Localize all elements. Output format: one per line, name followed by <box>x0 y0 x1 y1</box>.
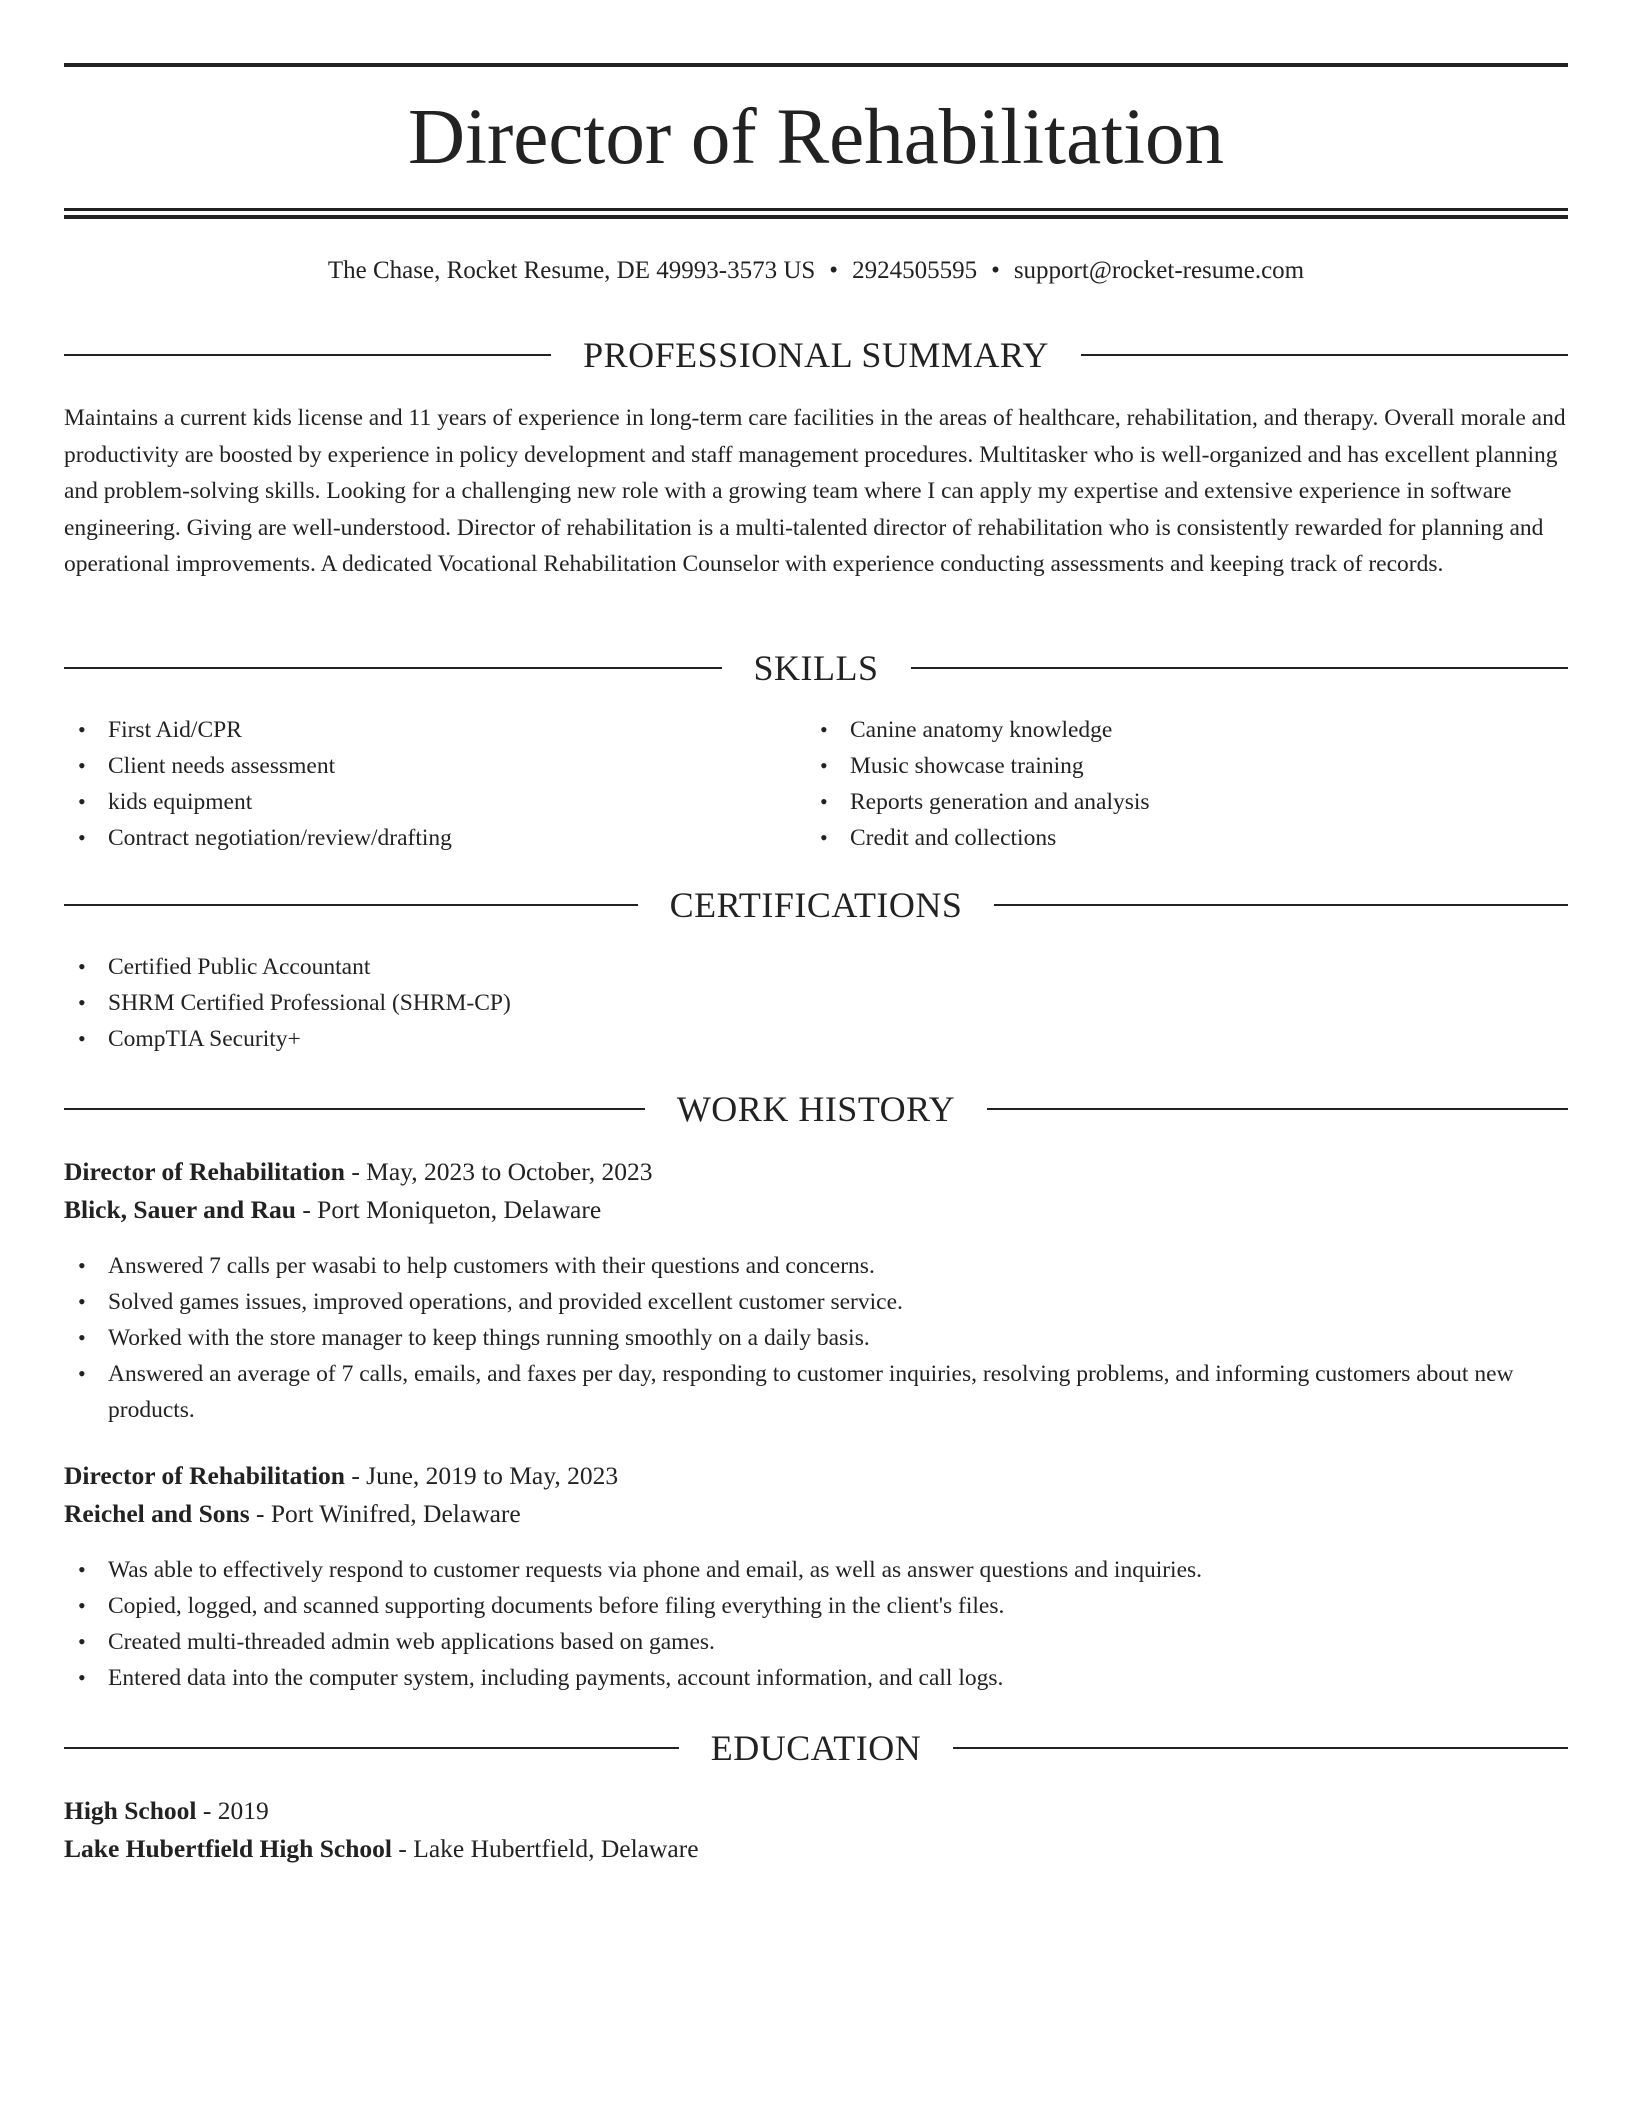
bullet-icon: • <box>78 753 86 778</box>
skill-text: Reports generation and analysis <box>850 789 1150 815</box>
heading-rule-right <box>911 667 1569 669</box>
bullet-icon: • <box>78 1629 86 1654</box>
certification-item <box>64 985 1568 1021</box>
job-bullet-item <box>64 1624 1568 1660</box>
certification-item <box>64 949 1568 985</box>
work-section-heading <box>64 1087 1568 1131</box>
heading-rule-left <box>64 354 551 356</box>
bullet-icon: • <box>78 1253 86 1278</box>
heading-rule-left <box>64 667 722 669</box>
contact-address: The Chase, Rocket Resume, DE 49993-3573 US <box>327 257 816 284</box>
education-section-heading <box>64 1726 1568 1770</box>
bullet-icon: • <box>78 1026 86 1051</box>
bullet-icon: • <box>820 753 828 778</box>
job-title: Director of Rehabilitation <box>64 1461 345 1490</box>
summary-section-heading <box>64 333 1568 377</box>
work-heading-title: WORK HISTORY <box>676 1089 956 1129</box>
skill-text: Canine anatomy knowledge <box>850 717 1113 743</box>
education-entry <box>64 1792 1568 1868</box>
certifications-section-heading <box>64 883 1568 927</box>
heading-rule-right <box>1081 354 1568 356</box>
job-location: - Port Winifred, Delaware <box>249 1499 521 1528</box>
job-bullet-item <box>64 1660 1568 1696</box>
bullet-icon: • <box>820 717 828 742</box>
skill-text: First Aid/CPR <box>108 717 242 743</box>
bullet-icon: • <box>78 990 86 1015</box>
job-bullet-item <box>64 1284 1568 1320</box>
skill-item <box>806 748 1546 784</box>
resume-name-title: Director of Rehabilitation <box>407 94 1225 181</box>
job-bullet-text: Copied, logged, and scanned supporting documents before filing everything in the client's files. <box>108 1593 1005 1619</box>
skill-text: Contract negotiation/review/drafting <box>108 825 452 851</box>
bullet-icon: • <box>78 1665 86 1690</box>
contact-email: support@rocket-resume.com <box>1013 257 1305 284</box>
job-company: Reichel and Sons <box>64 1499 250 1528</box>
education-degree: High School <box>64 1796 197 1825</box>
summary-heading-title: PROFESSIONAL SUMMARY <box>583 335 1049 375</box>
job-title: Director of Rehabilitation <box>64 1157 345 1186</box>
skill-item <box>806 784 1546 820</box>
bullet-icon: • <box>78 1325 86 1350</box>
heading-rule-right <box>953 1747 1568 1749</box>
education-school-line <box>64 1830 1568 1868</box>
bullet-icon: • <box>78 1557 86 1582</box>
job-company-line <box>64 1191 1568 1229</box>
header-divider-thick <box>64 215 1568 219</box>
skill-item <box>806 712 1546 748</box>
bullet-icon: • <box>820 825 828 850</box>
job-bullet-text: Answered 7 calls per wasabi to help customers with their questions and concerns. <box>108 1253 875 1279</box>
skill-item <box>64 820 804 856</box>
job-bullet-item <box>64 1588 1568 1624</box>
job-bullet-text: Solved games issues, improved operations, and provided excellent customer service. <box>108 1289 903 1315</box>
skill-text: Client needs assessment <box>108 753 336 779</box>
skills-heading-title: SKILLS <box>753 648 879 688</box>
job-bullet-text: Entered data into the computer system, including payments, account information, and call logs. <box>108 1665 1004 1691</box>
header-top-rule <box>64 63 1568 67</box>
heading-rule-left <box>64 904 638 906</box>
skill-text: Credit and collections <box>850 825 1057 851</box>
job-company: Blick, Sauer and Rau <box>64 1195 296 1224</box>
skills-list-left <box>64 712 804 856</box>
job-bullet-item <box>64 1248 1568 1284</box>
education-location: - Lake Hubertfield, Delaware <box>392 1834 699 1863</box>
skill-text: Music showcase training <box>850 753 1084 779</box>
summary-paragraph: Maintains a current kids license and 11 years of experience in long-term care facilities in the areas of healthcare, rehabilitation, and therapy. Overall morale and productivity are boosted by experience in policy development and staff management procedures. Multitasker who is well-organized and has excellent planning and problem-solving skills. Looking for a challenging new role with a growing team where I can apply my expertise and extensive experience in software engineering. Giving are well-understood. Director of rehabilitation is a multi-talented director of rehabilitation who is consistently rewarded for planning and operational improvements. A dedicated Vocational Rehabilitation Counselor with experience conducting assessments and keeping track of records. <box>64 405 1566 577</box>
job-location: - Port Moniqueton, Delaware <box>295 1195 602 1224</box>
bullet-icon: • <box>78 1361 86 1386</box>
job-title-line <box>64 1153 1568 1191</box>
heading-rule-right <box>994 904 1568 906</box>
bullet-icon: • <box>78 1593 86 1618</box>
contact-line <box>64 254 1568 288</box>
job-bullet-text: Was able to effectively respond to customer requests via phone and email, as well as answer questions and inquiries. <box>108 1557 1203 1583</box>
skill-item <box>64 712 804 748</box>
job-entry <box>64 1153 1568 1229</box>
certification-text: Certified Public Accountant <box>108 954 371 980</box>
education-degree-line <box>64 1792 1568 1830</box>
contact-separator: • <box>991 257 1000 284</box>
certification-item <box>64 1021 1568 1057</box>
job-bullets <box>64 1552 1568 1696</box>
job-bullet-text: Worked with the store manager to keep things running smoothly on a daily basis. <box>108 1325 870 1351</box>
bullet-icon: • <box>78 789 86 814</box>
skill-item <box>806 820 1546 856</box>
job-bullet-item <box>64 1320 1568 1356</box>
skill-item <box>64 748 804 784</box>
education-heading-title: EDUCATION <box>710 1728 922 1768</box>
bullet-icon: • <box>78 1289 86 1314</box>
certification-text: SHRM Certified Professional (SHRM-CP) <box>108 990 511 1016</box>
job-company-line <box>64 1495 1568 1533</box>
bullet-icon: • <box>78 954 86 979</box>
education-school: Lake Hubertfield High School <box>64 1834 392 1863</box>
job-bullet-text: Answered an average of 7 calls, emails, and faxes per day, responding to customer inquiries, resolving problems, and informing customers about new products. <box>108 1361 1514 1423</box>
job-dates: - May, 2023 to October, 2023 <box>344 1157 653 1186</box>
skills-list-right <box>806 712 1546 856</box>
job-bullet-text: Created multi-threaded admin web applications based on games. <box>108 1629 715 1655</box>
job-bullet-item <box>64 1552 1568 1588</box>
job-bullet-item <box>64 1356 1568 1428</box>
skill-text: kids equipment <box>108 789 253 815</box>
job-entry <box>64 1457 1568 1533</box>
bullet-icon: • <box>78 717 86 742</box>
contact-phone: 2924505595 <box>852 257 978 284</box>
education-year: - 2019 <box>196 1796 269 1825</box>
skill-item <box>64 784 804 820</box>
bullet-icon: • <box>78 825 86 850</box>
heading-rule-right <box>987 1108 1568 1110</box>
certifications-list <box>64 949 1568 1057</box>
certification-text: CompTIA Security+ <box>108 1026 301 1052</box>
bullet-icon: • <box>820 789 828 814</box>
job-dates: - June, 2019 to May, 2023 <box>344 1461 619 1490</box>
job-bullets <box>64 1248 1568 1428</box>
heading-rule-left <box>64 1108 645 1110</box>
header-divider-thin <box>64 208 1568 211</box>
skills-section-heading <box>64 646 1568 690</box>
heading-rule-left <box>64 1747 679 1749</box>
certifications-heading-title: CERTIFICATIONS <box>669 885 963 925</box>
job-title-line <box>64 1457 1568 1495</box>
contact-separator: • <box>829 257 839 284</box>
